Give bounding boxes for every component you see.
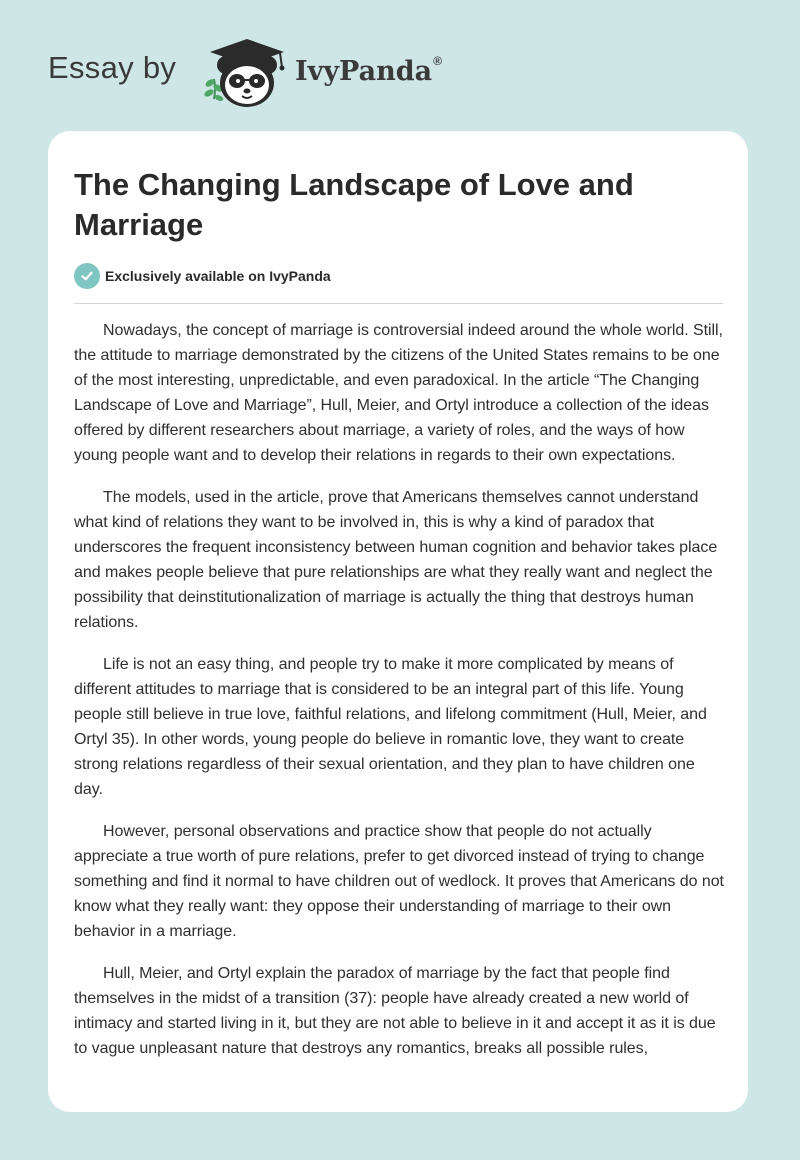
exclusive-notice bbox=[74, 263, 331, 289]
brand-name[interactable] bbox=[295, 56, 442, 87]
paragraph: Hull, Meier, and Ortyl explain the paradox of marriage by the fact that people find themselves in the midst of a transition (37): people have already created a new world of intimacy and started living in it, but they are not able to believe in it and accept it as it is due to vague unpleasant nature that destroys any romantics, breaks all possible rules, bbox=[74, 965, 716, 1057]
panda-graduate-logo-icon[interactable] bbox=[200, 33, 296, 113]
divider bbox=[74, 303, 723, 304]
paragraph: Life is not an easy thing, and people try to make it more complicated by means of different attitudes to marriage that is considered to be an integral part of this life. Young people still believe in true love, faithful relations, and lifelong commitment (Hull, Meier, and Ortyl 35). In other words, young people do believe in romantic love, they want to create strong relations regardless of their sexual orientation, and they plan to have children one day. bbox=[74, 656, 707, 798]
paragraph: Nowadays, the concept of marriage is controversial indeed around the whole world. Still, the attitude to marriage demonstrated by the citizens of the United States remains to be one of the most interesting, unpredictable, and even paradoxical. In the article “The Changing Landscape of Love and Marriage”, Hull, Meier, and Ortyl introduce a collection of the ideas offered by different researchers about marriage, a variety of roles, and the ways of how young people want and to develop their relations in regards to their own expectations. bbox=[74, 322, 723, 464]
essay-title: The Changing Landscape of Love and Marriage bbox=[74, 167, 634, 242]
paragraph: However, personal observations and practice show that people do not actually appreciate a true worth of pure relations, prefer to get divorced instead of trying to change something and find it normal to have children out of wedlock. It proves that Americans do not know what they really want: they oppose their understanding of marriage to their own behavior in a marriage. bbox=[74, 823, 724, 940]
essay-body bbox=[74, 318, 726, 1078]
essay-card bbox=[48, 131, 748, 1112]
paragraph: The models, used in the article, prove that Americans themselves cannot understand what kind of relations they want to be involved in, this is why a kind of paradox that underscores the frequent inconsistency between human cognition and behavior takes place and makes people believe that pure relationships are what they really want and neglect the possibility that deinstitutionalization of marriage is actually the thing that destroys human relations. bbox=[74, 489, 718, 631]
exclusive-label: Exclusively available on IvyPanda bbox=[105, 268, 331, 284]
essay-by-label: Essay by bbox=[48, 50, 177, 85]
check-circle-icon bbox=[74, 263, 100, 289]
registered-mark: ® bbox=[433, 54, 442, 68]
brand-text: IvyPanda bbox=[295, 56, 433, 87]
site-header bbox=[0, 0, 800, 130]
